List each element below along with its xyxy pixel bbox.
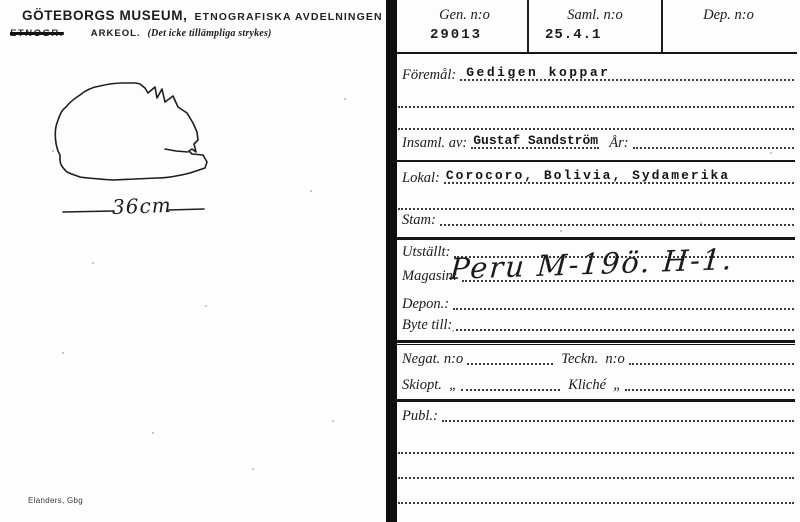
negat-label: Negat. n:o xyxy=(402,351,464,367)
byte-label: Byte till: xyxy=(402,317,453,333)
scan-speck xyxy=(452,330,454,332)
field-row-depon xyxy=(402,293,794,313)
museum-title: GÖTEBORGS MUSEUM, xyxy=(22,8,188,23)
utstallt-label: Utställt: xyxy=(402,244,451,260)
magasin-handwritten-value: Peru M-19ö. H-1. xyxy=(448,241,735,287)
lokal-line xyxy=(444,168,794,184)
department-subtitle: ETNOGRAFISKA AVDELNINGEN xyxy=(194,11,383,23)
rule-under-insaml xyxy=(397,160,795,162)
field-row-insaml xyxy=(402,132,794,152)
skiopt-line xyxy=(461,387,560,391)
saml-no-value: 25.4.1 xyxy=(545,27,602,43)
negat-line xyxy=(467,361,553,365)
scan-speck xyxy=(770,152,772,154)
scan-speck xyxy=(332,420,334,422)
field-row-lokal xyxy=(402,167,794,187)
dep-no-label: Dep. n:o xyxy=(703,7,754,23)
kliche-label: Kliché „ xyxy=(568,377,622,393)
stam-line xyxy=(440,222,794,226)
category-arkeol: ARKEOL. xyxy=(90,28,141,39)
blank-line xyxy=(398,502,794,504)
gen-no-cell xyxy=(402,0,527,52)
card-spine-divider xyxy=(386,0,397,522)
section-divider-double xyxy=(397,340,795,345)
scan-speck xyxy=(560,230,562,232)
blank-line xyxy=(398,452,794,454)
scan-speck xyxy=(92,262,94,264)
field-row-publ xyxy=(402,405,794,425)
scan-speck xyxy=(62,352,64,354)
foremal-line xyxy=(460,65,794,81)
scan-speck xyxy=(344,98,346,100)
publ-label: Publ.: xyxy=(402,408,438,424)
foremal-label: Föremål: xyxy=(402,67,457,83)
stam-label: Stam: xyxy=(402,212,436,228)
lokal-label: Lokal: xyxy=(402,170,440,186)
kliche-line xyxy=(625,387,794,391)
insaml-line xyxy=(471,133,599,149)
publ-line xyxy=(442,418,794,422)
left-header xyxy=(22,8,383,23)
scan-speck xyxy=(152,432,154,434)
scan-speck xyxy=(310,190,312,192)
section-divider xyxy=(397,399,795,402)
category-line xyxy=(10,28,272,39)
teckn-line xyxy=(629,361,794,365)
magasin-label: Magasin: xyxy=(402,268,458,284)
header-rule xyxy=(397,52,797,54)
scan-speck xyxy=(205,305,207,307)
scan-speck xyxy=(700,222,702,224)
printer-mark: Elanders, Gbg xyxy=(28,496,84,505)
lokal-value: Corocoro, Bolivia, Sydamerika xyxy=(445,168,731,183)
depon-label: Depon.: xyxy=(402,296,450,312)
foremal-value: Gedigen koppar xyxy=(466,65,611,80)
gen-no-label: Gen. n:o xyxy=(439,7,490,23)
blank-line xyxy=(398,128,794,130)
scan-speck xyxy=(252,468,254,470)
sketch-measurement: 36cm xyxy=(111,192,173,220)
blank-line xyxy=(398,477,794,479)
scan-speck xyxy=(52,150,54,152)
byte-line xyxy=(456,327,794,331)
field-row-negat xyxy=(402,348,794,368)
field-row-skiopt xyxy=(402,374,794,394)
depon-line xyxy=(453,306,794,310)
field-row-foremal xyxy=(402,64,794,84)
strike-instruction: (Det icke tillämpliga strykes) xyxy=(147,28,272,39)
blank-line xyxy=(398,106,794,108)
field-row-byte xyxy=(402,314,794,334)
saml-no-cell xyxy=(527,0,663,52)
insaml-value: Gustaf Sandström xyxy=(473,133,599,148)
ar-label: År: xyxy=(609,135,629,151)
dep-no-cell xyxy=(663,0,794,52)
field-row-stam xyxy=(402,209,794,229)
insaml-label: Insaml. av: xyxy=(402,135,468,151)
ar-line xyxy=(633,145,794,149)
gen-no-value: 29013 xyxy=(430,27,483,43)
number-header xyxy=(402,0,794,52)
skiopt-label: Skiopt. „ xyxy=(402,377,458,393)
scan-speck xyxy=(622,478,624,480)
teckn-label: Teckn. n:o xyxy=(561,351,625,367)
saml-no-label: Saml. n:o xyxy=(567,7,623,23)
section-divider xyxy=(397,237,795,240)
crossed-out-category: ETNOGR. xyxy=(9,28,65,39)
